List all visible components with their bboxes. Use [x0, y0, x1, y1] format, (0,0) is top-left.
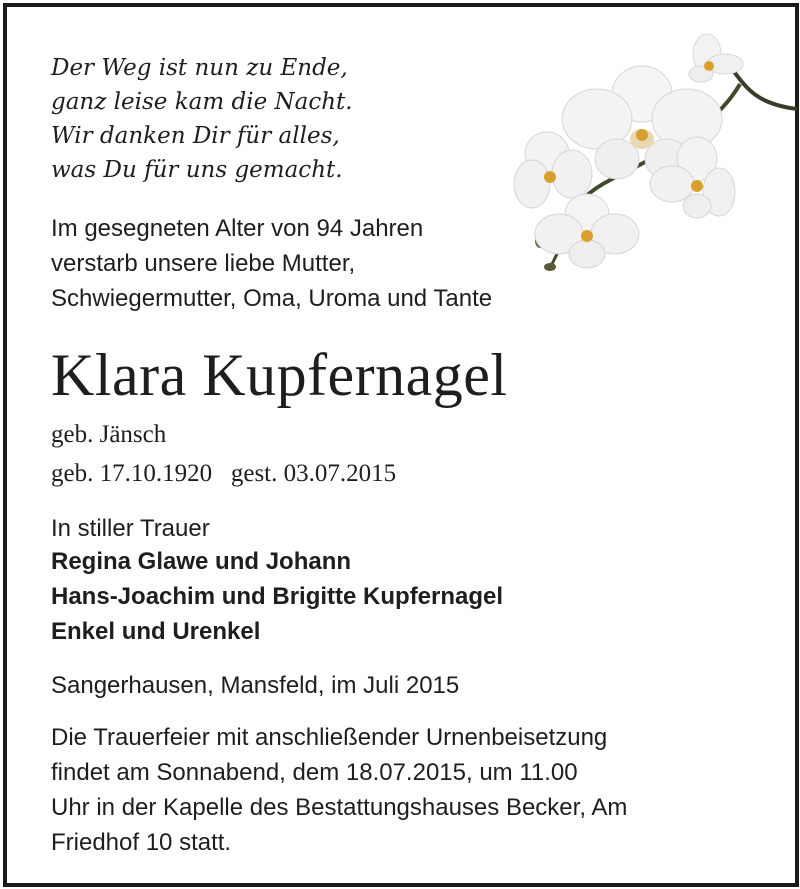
- place-date: Sangerhausen, Mansfeld, im Juli 2015: [51, 672, 460, 699]
- service-line: Die Trauerfeier mit anschließender Urnenbeisetzung: [51, 724, 608, 751]
- poem: [51, 51, 353, 187]
- life-dates: [51, 460, 396, 488]
- mourner: Hans-Joachim und Brigitte Kupfernagel: [51, 583, 504, 610]
- poem-line: was Du für uns gemacht.: [51, 157, 343, 183]
- intro-line: Im gesegneten Alter von 94 Jahren: [51, 215, 424, 242]
- service-line: Friedhof 10 statt.: [51, 829, 232, 856]
- mourners-list: [51, 544, 503, 649]
- service-line: Uhr in der Kapelle des Bestattungshauses Becker, Am: [51, 794, 628, 821]
- service-line: findet am Sonnabend, dem 18.07.2015, um 11.00: [51, 759, 578, 786]
- poem-line: ganz leise kam die Nacht.: [51, 89, 353, 115]
- obituary-frame: [3, 3, 799, 887]
- death-date: gest. 03.07.2015: [230, 460, 397, 487]
- orchid-icon: [512, 29, 800, 279]
- service-info: [51, 720, 627, 860]
- mourning-intro: In stiller Trauer: [51, 515, 210, 542]
- birth-date: geb. 17.10.1920: [51, 460, 213, 487]
- deceased-name: Klara Kupfernagel: [51, 342, 508, 408]
- poem-line: Der Weg ist nun zu Ende,: [51, 55, 348, 81]
- intro-text: [51, 211, 492, 316]
- born-name: geb. Jänsch: [51, 421, 167, 448]
- intro-line: verstarb unsere liebe Mutter,: [51, 250, 356, 277]
- poem-line: Wir danken Dir für alles,: [51, 123, 340, 149]
- intro-line: Schwiegermutter, Oma, Uroma und Tante: [51, 285, 493, 312]
- mourner: Enkel und Urenkel: [51, 618, 261, 645]
- mourner: Regina Glawe und Johann: [51, 548, 352, 575]
